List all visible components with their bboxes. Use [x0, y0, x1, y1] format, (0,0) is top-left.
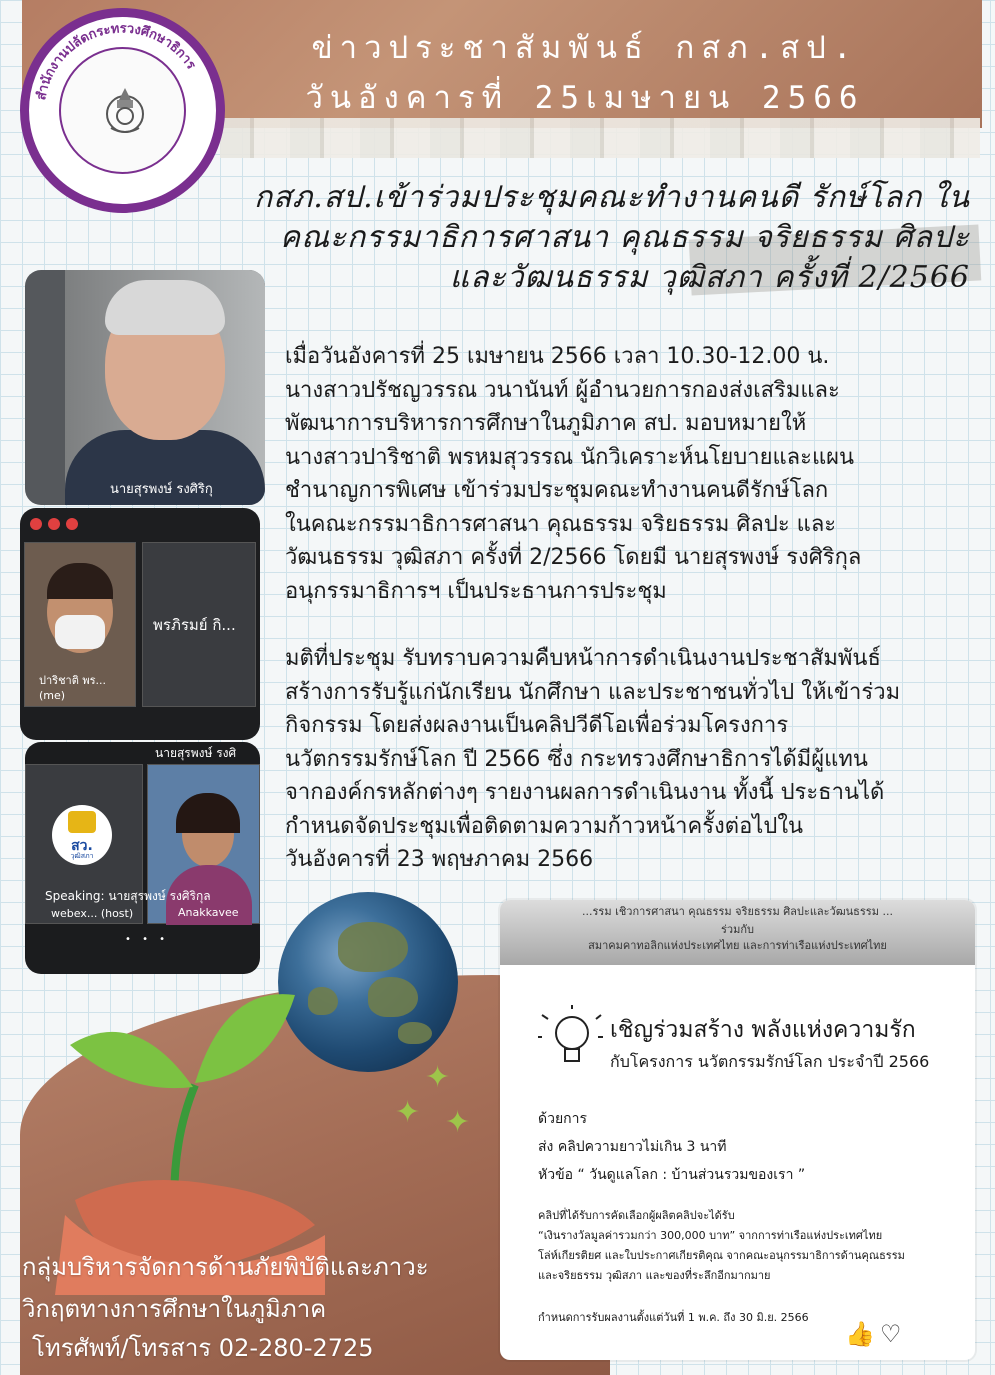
window-dot-icon [48, 518, 60, 530]
flyer-small-text: “เงินรางวัลมูลค่ารวมกว่า 300,000 บาท” จากการท่าเรือแห่งประเทศไทย [538, 1229, 883, 1242]
headline-line-1: กสภ.สป.เข้าร่วมประชุมคณะทำงานคนดี รักษ์โลก ใน [253, 180, 970, 215]
contact-department-2: วิกฤตทางการศึกษาในภูมิภาค [22, 1295, 327, 1323]
sprout-icon [55, 965, 335, 1295]
text-line: อนุกรรมาธิการฯ เป็นประธานการประชุม [285, 578, 667, 604]
flyer-text: ส่ง คลิปความยาวไม่เกิน 3 นาที [538, 1139, 727, 1155]
meeting-photo-webex [25, 742, 260, 974]
lightbulb-icon [538, 1005, 603, 1075]
paragraph-1 [285, 340, 965, 608]
participant-name: Anakkavee [178, 906, 239, 919]
host-label: webex... (host) [51, 907, 134, 920]
text-line: พัฒนาการบริหารการศึกษาในภูมิภาค สป. มอบหมายให้ [285, 411, 807, 436]
hair [105, 280, 225, 335]
flyer-small-text: และจริยธรรม วุฒิสภา และของที่ระลึกอีกมากมาย [538, 1269, 771, 1282]
flyer-subtitle: กับโครงการ นวัตกรรมรักษ์โลก ประจำปี 2566 [610, 1052, 930, 1071]
video-tile-self [24, 542, 136, 707]
paragraph-2 [285, 642, 965, 877]
text-line: วันอังคารที่ 23 พฤษภาคม 2566 [285, 847, 594, 872]
page-dots-icon: • • • [125, 934, 170, 945]
window-dot-icon [66, 518, 78, 530]
flyer-small-text: คลิปที่ได้รับการคัดเลือกผู้ผลิตคลิปจะได้รับ [538, 1209, 735, 1222]
contact-department: กลุ่มบริหารจัดการด้านภัยพิบัติและภาวะ [22, 1253, 429, 1281]
heart-icon: ♡ [880, 1320, 902, 1348]
flyer-header-torn: ...รรม เชิวการศาสนา คุณธรรม จริยธรรม ศิลปะและวัฒนธรรม ... ร่วมกับ สมาคมคาทอลิกแห่งประเทศไทย และการท่าเรือแห่งประเทศไทย [500, 900, 975, 965]
text-line: กิจกรรม โดยส่งผลงานเป็นคลิปวีดีโอเพื่อร่วมโครงการ [285, 713, 789, 738]
text-line: กำหนดจัดประชุมเพื่อติดตามความก้าวหน้าครั้งต่อไปใน [285, 813, 804, 839]
flyer-small-text: โล่ห์เกียรติยศ และใบประกาศเกียรติคุณ จากคณะอนุกรรมาธิการด้านคุณธรรม [538, 1249, 905, 1262]
face-mask [55, 615, 105, 649]
headline-line-3: และวัฒนธรรม วุฒิสภา ครั้งที่ 2/2566 [449, 260, 970, 295]
flyer-title: เชิญร่วมสร้าง พลังแห่งความรัก [610, 1017, 916, 1043]
newspaper-strip [220, 118, 980, 158]
text-line: วัฒนธรรม วุฒิสภา ครั้งที่ 2/2566 โดยมี นายสุรพงษ์ รงศิริกุล [285, 545, 862, 570]
tile-name: พรภิรมย์ กิ... [153, 616, 236, 634]
campaign-flyer [500, 900, 975, 1360]
speaking-label: Speaking: นายสุรพงษ์ รงศิริกุล [45, 889, 211, 903]
text-line: จากองค์กรหลักต่างๆ รายงานผลการดำเนินงาน ทั้งนี้ ประธานได้ [285, 780, 885, 805]
text-line: ชำนาญการพิเศษ เข้าร่วมประชุมคณะทำงานคนดีรักษ์โลก [285, 478, 829, 503]
sparkle-icon: ✦ [425, 1060, 451, 1095]
text-line: มติที่ประชุม รับทราบความคืบหน้าการดำเนินงานประชาสัมพันธ์ [285, 646, 881, 671]
video-tile-other [142, 542, 256, 707]
meeting-photo-grid [20, 508, 260, 740]
window-dot-icon [30, 518, 42, 530]
text-line: ในคณะกรรมาธิการศาสนา คุณธรรม จริยธรรม ศิลปะ และ [285, 511, 837, 537]
senate-logo: สว. วุฒิสภา [52, 805, 112, 865]
logo-inner-circle [59, 47, 186, 174]
text-line: นางสาวปาริชาติ พรหมสุวรรณ นักวิเคราะห์นโยบายและแผน [285, 444, 855, 470]
top-label: นายสุรพงษ์ รงศิ [155, 746, 237, 760]
logo-ring-text: สำนักงานปลัดกระทรวงศึกษาธิการ [34, 21, 199, 102]
text-line: เมื่อวันอังคารที่ 25 เมษายน 2566 เวลา 10.30-12.00 น. [285, 344, 830, 369]
sparkle-icon: ✦ [395, 1095, 421, 1130]
headline-line-2: คณะกรรมาธิการศาสนา คุณธรรม จริยธรรม ศิลปะ [280, 220, 970, 255]
text-line: นวัตกรรมรักษ์โลก ปี 2566 ซึ่ง กระทรวงศึกษาธิการได้มีผู้แทน [285, 746, 868, 772]
text-line: สร้างการรับรู้แก่นักเรียน นักศึกษา และประชาชนทั่วไป ให้เข้าร่วม [285, 679, 901, 705]
flyer-deadline: กำหนดการรับผลงานตั้งแต่วันที่ 1 พ.ค. ถึง 30 มิ.ย. 2566 [538, 1311, 809, 1324]
flyer-text: หัวข้อ “ วันดูแลโลก : บ้านส่วนรวมของเรา ” [538, 1167, 806, 1183]
meeting-photo-chairman [25, 270, 265, 505]
thumbs-up-icon: 👍 [845, 1320, 875, 1348]
header-line-1: ข่าวประชาสัมพันธ์ กสภ.สป. [311, 30, 859, 66]
emblem-icon [99, 84, 151, 136]
headline [180, 178, 970, 298]
text-line: นางสาวปรัชญวรรณ วนานันท์ ผู้อำนวยการกองส่งเสริมและ [285, 377, 840, 403]
contact-phone: โทรศัพท์/โทรสาร 02-280-2725 [32, 1334, 374, 1362]
flyer-text: ด้วยการ [538, 1111, 588, 1127]
self-label: ปาริชาติ พร... (me) [39, 674, 106, 702]
header-line-2: วันอังคารที่ 25เมษายน 2566 [305, 80, 865, 116]
participant-name: นายสุรพงษ์ รงศิริกุ [110, 482, 213, 497]
sparkle-icon: ✦ [445, 1105, 471, 1140]
